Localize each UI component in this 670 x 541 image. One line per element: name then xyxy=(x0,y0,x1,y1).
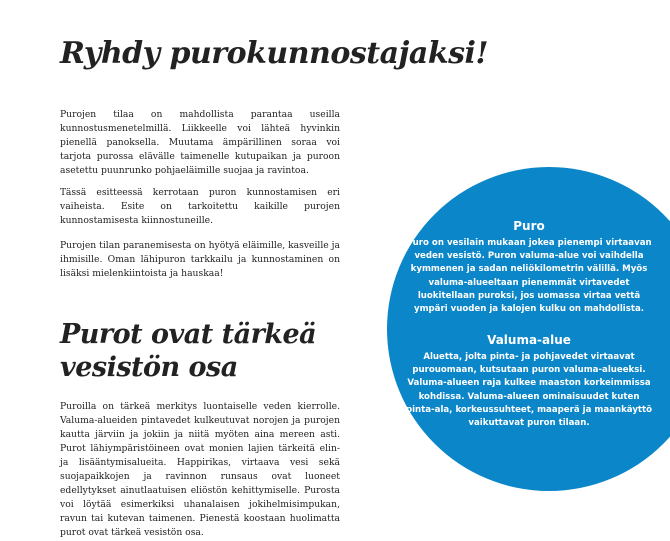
valuma-alue-title: Valuma-alue xyxy=(487,333,571,347)
intro-paragraph-2: Tässä esitteessä kerrotaan puron kunnostamisen eri vaiheista. Esite on tarkoitettu kaikille purojen kunnostamisesta kiinnostuneille. xyxy=(60,187,340,226)
section-title: Purot ovat tärkeä vesistön osa xyxy=(60,319,317,383)
puro-text: Puro on vesilain mukaan jokea pienempi virtaavan veden vesistö. Puron valuma-alue voi vaihdella kymmenen ja sadan neliökilometrin välillä. Myös valuma-alueeltaan pienemmät virtavedet luokitellaan puroksi, jos uomassa virtaa vettä ympäri vuoden ja kalojen kulku on mahdollista. xyxy=(406,238,652,315)
page-title: Ryhdy purokunnostajaksi! xyxy=(60,36,489,71)
info-circle xyxy=(387,167,670,491)
section-body-paragraph: Puroilla on tärkeä merkitys luontaiselle veden kierrolle. Valuma-alueiden pintavedet kulkeutuvat norojen ja purojen kautta järviin ja jokiin ja niitä myöten aina mereen asti. Purot lähiympäristöineen ovat monien lajien tärkeitä elin- ja lisääntymisalueita. Happirikas, virtaava vesi sekä suojapaikkojen ja ravinnon runsaus ovat luoneet edellytykset ainutlaatuisen eliöstön kehittymiselle. Purosta voi löytää esimerkiksi uhanalaisen jokihelmisimpukan, ravun tai kutevan taimenen. Pienestä koostaan huolimatta purot ovat tärkeä vesistön osa. xyxy=(60,401,340,538)
intro-paragraph-1: Purojen tilaa on mahdollista parantaa useilla kunnostusmenetelmillä. Liikkeelle voi lähteä hyvinkin pienellä panoksella. Muutama ämpärillinen soraa voi tarjota purossa elävälle taimenelle kutupaikan ja puroon asetettu puunrunko pohjaeläimille suojaa ja ravintoa. xyxy=(60,109,340,176)
intro-paragraph-3: Purojen tilan paranemisesta on hyötyä eläimille, kasveille ja ihmisille. Oman lähipuron tarkkailu ja kunnostaminen on lisäksi mielenkiintoista ja hauskaa! xyxy=(60,240,340,279)
valuma-alue-text: Aluetta, jolta pinta- ja pohjavedet virtaavat purouomaan, kutsutaan puron valuma-alueeksi. Valuma-alueen raja kulkee maaston korkeimmissa kohdissa. Valuma-alueen ominaisuudet kuten pinta-ala, korkeussuhteet, maaperä ja maankäyttö vaikuttavat puron tilaan. xyxy=(405,352,653,429)
puro-title: Puro xyxy=(513,219,545,233)
puro-definition xyxy=(404,218,654,316)
valuma-alue-definition xyxy=(404,332,654,430)
